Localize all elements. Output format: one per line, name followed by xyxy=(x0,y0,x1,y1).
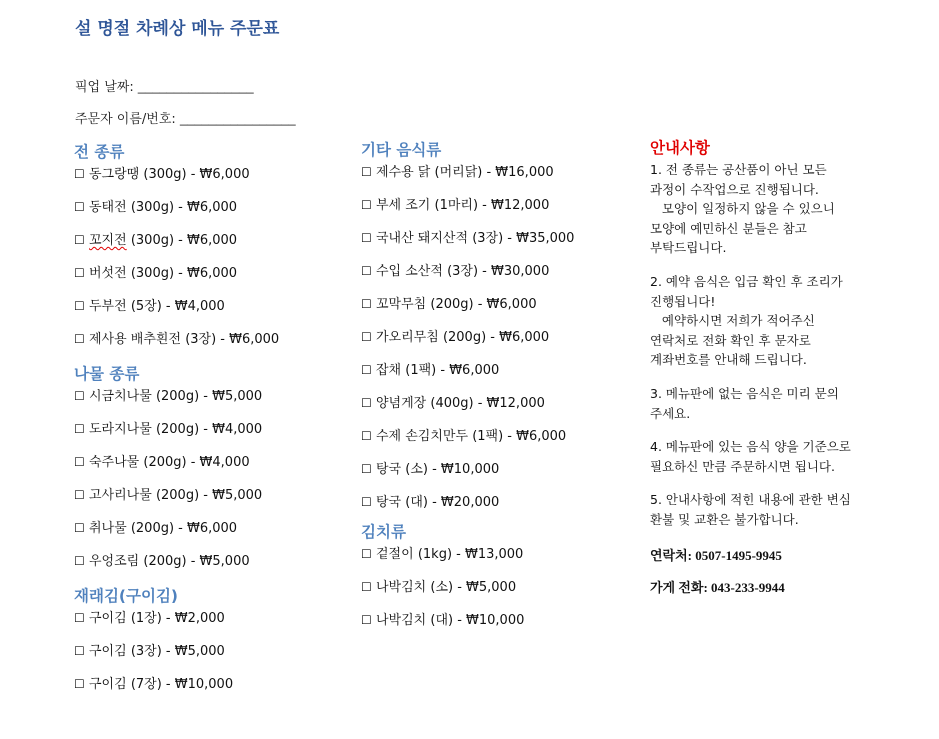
menu-item-name: 탕국 xyxy=(376,495,402,510)
menu-item-name: 동태전 xyxy=(89,200,127,215)
orderer-blank[interactable]: ________________ xyxy=(179,111,296,126)
menu-item-name: 양념게장 xyxy=(376,396,427,411)
menu-item-detail: (200g) - ₩5,000 xyxy=(155,488,263,503)
menu-item-name: 부세 조기 xyxy=(376,198,431,213)
notice-line: 연락처로 전화 확인 후 문자로 xyxy=(650,332,811,348)
notice-line: 환불 및 교환은 불가합니다. xyxy=(650,511,799,527)
notice-line: 4. 메뉴판에 있는 음식 양을 기준으로 xyxy=(650,439,851,454)
contact-phone: 연락처: 0507-1495-9945 xyxy=(650,548,782,563)
menu-item[interactable] xyxy=(361,610,574,643)
checkbox-icon[interactable]: ☐ xyxy=(74,233,85,247)
menu-item-name: 두부전 xyxy=(89,299,127,314)
checkbox-icon[interactable]: ☐ xyxy=(361,264,372,278)
checkbox-icon[interactable]: ☐ xyxy=(74,554,85,568)
menu-item[interactable] xyxy=(361,195,574,228)
checkbox-icon[interactable]: ☐ xyxy=(361,547,372,561)
checkbox-icon[interactable]: ☐ xyxy=(74,488,85,502)
notice-line: 1. 전 종류는 공산품이 아닌 모든 xyxy=(650,162,827,177)
checkbox-icon[interactable]: ☐ xyxy=(74,521,85,535)
menu-item-name: 고사리나물 xyxy=(89,488,152,503)
menu-item[interactable] xyxy=(74,518,279,551)
checkbox-icon[interactable]: ☐ xyxy=(74,200,85,214)
menu-item-name: 수제 손김치만두 xyxy=(376,429,469,444)
menu-item-detail: (200g) - ₩6,000 xyxy=(442,330,550,345)
page-title: 설 명절 차례상 메뉴 주문표 xyxy=(75,19,280,39)
menu-item-detail: (소) - ₩5,000 xyxy=(430,580,517,595)
section-title-kimchi: 김치류 xyxy=(361,523,406,541)
menu-item-detail: (200g) - ₩5,000 xyxy=(155,389,263,404)
notice-p1 xyxy=(650,160,920,258)
menu-item[interactable] xyxy=(74,452,279,485)
menu-item[interactable] xyxy=(74,674,279,707)
menu-item-detail: (300g) - ₩6,000 xyxy=(130,266,238,281)
section-namul xyxy=(74,362,279,584)
checkbox-icon[interactable]: ☐ xyxy=(361,580,372,594)
menu-item-detail: (200g) - ₩6,000 xyxy=(130,521,238,536)
menu-item-detail: (소) - ₩10,000 xyxy=(405,462,500,477)
menu-item-detail: (200g) - ₩4,000 xyxy=(155,422,263,437)
menu-item-detail: (3장) - ₩5,000 xyxy=(130,644,225,659)
menu-item-name: 꼬막무침 xyxy=(376,297,427,312)
menu-item[interactable] xyxy=(74,485,279,518)
menu-item-name: 나박김치 xyxy=(376,613,427,628)
menu-item-detail: (300g) - ₩6,000 xyxy=(130,200,238,215)
section-title-gim: 재래김(구이김) xyxy=(74,587,179,605)
menu-item-detail: (대) - ₩10,000 xyxy=(430,613,525,628)
checkbox-icon[interactable]: ☐ xyxy=(361,429,372,443)
checkbox-icon[interactable]: ☐ xyxy=(74,455,85,469)
checkbox-icon[interactable]: ☐ xyxy=(74,389,85,403)
pickup-date-label: 픽업 날짜: xyxy=(75,80,134,95)
notice-p2 xyxy=(650,272,920,370)
notice-title: 안내사항 xyxy=(650,139,710,157)
menu-item[interactable] xyxy=(74,197,279,230)
menu-item[interactable] xyxy=(361,162,574,195)
notice-line: 주세요. xyxy=(650,405,691,421)
menu-item-detail: (200g) - ₩5,000 xyxy=(143,554,250,569)
menu-item-name: 겉절이 xyxy=(376,547,414,562)
menu-item-name: 탕국 xyxy=(376,462,402,477)
menu-item-name: 도라지나물 xyxy=(89,422,152,437)
checkbox-icon[interactable]: ☐ xyxy=(74,167,85,181)
checkbox-icon[interactable]: ☐ xyxy=(361,330,372,344)
checkbox-icon[interactable]: ☐ xyxy=(361,297,372,311)
checkbox-icon[interactable]: ☐ xyxy=(74,644,85,658)
menu-item-name: 제사용 배추흰전 xyxy=(89,332,182,347)
menu-item-detail: (200g) - ₩6,000 xyxy=(430,297,537,312)
menu-item[interactable] xyxy=(361,228,574,261)
menu-item[interactable] xyxy=(361,426,574,459)
checkbox-icon[interactable]: ☐ xyxy=(361,363,372,377)
menu-item[interactable] xyxy=(361,544,574,577)
menu-item[interactable] xyxy=(74,641,279,674)
menu-item-detail: (200g) - ₩4,000 xyxy=(143,455,250,470)
menu-item[interactable] xyxy=(74,164,279,197)
menu-item-detail: (5장) - ₩4,000 xyxy=(130,299,225,314)
menu-item[interactable] xyxy=(74,386,279,419)
left-column xyxy=(74,140,279,707)
menu-item[interactable] xyxy=(74,551,279,584)
checkbox-icon[interactable]: ☐ xyxy=(361,231,372,245)
pickup-date-blank[interactable]: ________________ xyxy=(137,79,254,94)
menu-item-detail: (1kg) - ₩13,000 xyxy=(417,547,524,562)
notice-line: 5. 안내사항에 적힌 내용에 관한 변심 xyxy=(650,492,851,507)
section-gim xyxy=(74,584,279,707)
menu-item[interactable] xyxy=(74,230,279,263)
checkbox-icon[interactable]: ☐ xyxy=(74,266,85,280)
menu-item-name: 나박김치 xyxy=(376,580,427,595)
menu-item-name: 버섯전 xyxy=(89,266,127,281)
menu-item-detail: (400g) - ₩12,000 xyxy=(430,396,545,411)
menu-item-detail: (1마리) - ₩12,000 xyxy=(434,198,550,213)
notice-line: 모양이 일정하지 않을 수 있으니 xyxy=(650,201,835,216)
notice-line: 모양에 예민하신 분들은 참고 xyxy=(650,220,807,236)
checkbox-icon[interactable]: ☐ xyxy=(361,613,372,627)
menu-item-name: 꼬지전 xyxy=(89,233,127,248)
checkbox-icon[interactable]: ☐ xyxy=(74,611,85,625)
section-title-jeon: 전 종류 xyxy=(74,143,125,161)
notice-line: 부탁드립니다. xyxy=(650,240,727,255)
menu-item-detail: (1팩) - ₩6,000 xyxy=(472,429,567,444)
checkbox-icon[interactable]: ☐ xyxy=(361,198,372,212)
checkbox-icon[interactable]: ☐ xyxy=(74,299,85,313)
checkbox-icon[interactable]: ☐ xyxy=(74,332,85,346)
notice-line: 2. 예약 음식은 입금 확인 후 조리가 xyxy=(650,274,843,289)
orderer-field[interactable] xyxy=(75,108,296,127)
menu-item-name: 우엉조림 xyxy=(89,554,140,569)
menu-item[interactable] xyxy=(74,419,279,452)
middle-column xyxy=(361,138,574,643)
orderer-label: 주문자 이름/번호: xyxy=(75,112,176,127)
menu-item[interactable] xyxy=(361,261,574,294)
notice-line: 과정이 수작업으로 진행됩니다. xyxy=(650,181,819,197)
menu-item[interactable] xyxy=(74,608,279,641)
menu-item-detail: (머리닭) - ₩16,000 xyxy=(434,165,554,180)
menu-item-detail: (300g) - ₩6,000 xyxy=(130,233,238,248)
notice-line: 계좌번호를 안내해 드립니다. xyxy=(650,352,807,367)
notice-line: 필요하신 만큼 주문하시면 됩니다. xyxy=(650,458,835,474)
menu-item[interactable] xyxy=(361,577,574,610)
section-jeon xyxy=(74,140,279,362)
menu-item-detail: (3장) - ₩30,000 xyxy=(447,264,550,279)
notice-line: 예약하시면 저희가 적어주신 xyxy=(650,313,815,328)
menu-item[interactable] xyxy=(361,360,574,393)
checkbox-icon[interactable]: ☐ xyxy=(361,495,372,509)
menu-item-name: 국내산 돼지산적 xyxy=(376,231,469,246)
menu-item[interactable] xyxy=(361,294,574,327)
menu-item-detail: (3장) - ₩35,000 xyxy=(472,231,575,246)
checkbox-icon[interactable]: ☐ xyxy=(361,462,372,476)
pickup-date-field[interactable] xyxy=(75,76,254,95)
menu-item-name: 수입 소산적 xyxy=(376,264,443,279)
menu-item-detail: (7장) - ₩10,000 xyxy=(130,677,234,692)
menu-item-name: 동그랑땡 xyxy=(89,167,140,182)
menu-item-name: 숙주나물 xyxy=(89,455,140,470)
menu-item-name: 구이김 xyxy=(89,644,127,659)
menu-item-name: 취나물 xyxy=(89,521,127,536)
menu-item[interactable] xyxy=(74,296,279,329)
menu-item-detail: (1팩) - ₩6,000 xyxy=(405,363,500,378)
section-kimchi xyxy=(361,520,574,643)
notice-p3 xyxy=(650,384,920,423)
notice-p4 xyxy=(650,437,920,476)
menu-item[interactable] xyxy=(361,393,574,426)
menu-item-name: 잡채 xyxy=(376,363,402,378)
section-other xyxy=(361,138,574,525)
menu-item-name: 구이김 xyxy=(89,677,127,692)
menu-item[interactable] xyxy=(361,459,574,492)
menu-item[interactable] xyxy=(74,329,279,362)
menu-item-name: 구이김 xyxy=(89,611,127,626)
store-phone: 가게 전화: 043-233-9944 xyxy=(650,580,785,595)
section-title-namul: 나물 종류 xyxy=(74,365,140,383)
notice-line: 3. 메뉴판에 없는 음식은 미리 문의 xyxy=(650,386,839,401)
section-title-other: 기타 음식류 xyxy=(361,141,442,159)
menu-item-name: 가오리무침 xyxy=(376,330,439,345)
menu-item-detail: (대) - ₩20,000 xyxy=(405,495,500,510)
notice-line: 진행됩니다! xyxy=(650,293,716,309)
menu-item[interactable] xyxy=(74,263,279,296)
checkbox-icon[interactable]: ☐ xyxy=(361,396,372,410)
menu-item-detail: (3장) - ₩6,000 xyxy=(185,332,280,347)
menu-item-detail: (300g) - ₩6,000 xyxy=(143,167,250,182)
menu-item[interactable] xyxy=(361,327,574,360)
notice-p5 xyxy=(650,490,920,529)
checkbox-icon[interactable]: ☐ xyxy=(74,677,85,691)
menu-item-detail: (1장) - ₩2,000 xyxy=(130,611,225,626)
menu-item-name: 시금치나물 xyxy=(89,389,152,404)
checkbox-icon[interactable]: ☐ xyxy=(74,422,85,436)
checkbox-icon[interactable]: ☐ xyxy=(361,165,372,179)
menu-item-name: 제수용 닭 xyxy=(376,165,431,180)
